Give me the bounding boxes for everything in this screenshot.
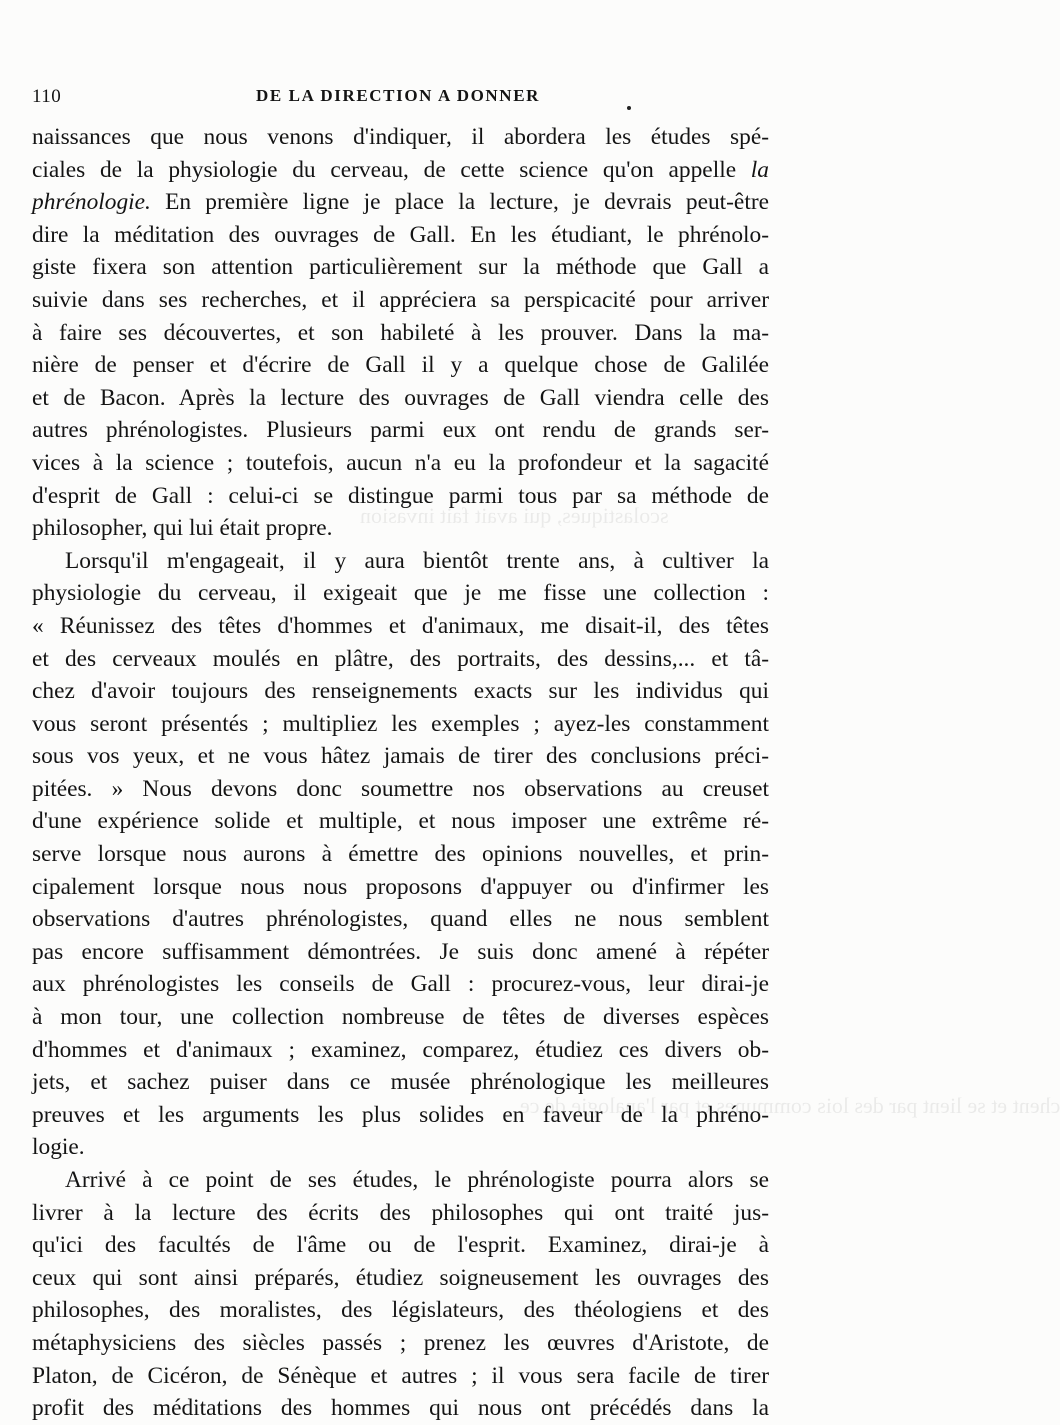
text-line: [32, 186, 769, 219]
text-line: qu'ici des facultés de l'âme ou de l'esprit. Examinez, dirai-je à: [32, 1232, 769, 1259]
italic-term: la: [750, 156, 769, 183]
text-line: autres phrénologistes. Plusieurs parmi eux ont rendu de grands ser-: [32, 417, 769, 444]
text-line: jets, et sachez puiser dans ce musée phrénologique les meilleures: [32, 1069, 769, 1096]
page-header: [32, 80, 768, 110]
text-line: philosophes, des moralistes, des législateurs, des théologiens et des: [32, 1297, 769, 1324]
text-line: et des cerveaux moulés en plâtre, des portraits, des dessins,... et tâ-: [32, 645, 769, 672]
text-line: serve lorsque nous aurons à émettre des opinions nouvelles, et prin-: [32, 841, 769, 868]
body-text: [32, 121, 769, 1425]
text-line-segment: En première ligne je place la lecture, je devrais peut-être: [150, 189, 769, 216]
paragraph-end-line: logie.: [32, 1134, 85, 1161]
text-line: Platon, de Cicéron, de Sénèque et autres ; il vous sera facile de tirer: [32, 1362, 769, 1389]
text-line: nière de penser et d'écrire de Gall il y a quelque chose de Galilée: [32, 352, 769, 379]
text-line: giste fixera son attention particulièrement sur la méthode que Gall a: [32, 254, 769, 281]
show-through-text-2: chent et se lient par des lois communes et par l'analogie de ce: [520, 1093, 1060, 1118]
text-line: suivie dans ses recherches, et il appréciera sa perspicacité pour arriver: [32, 286, 769, 313]
text-line: cipalement lorsque nous nous proposons d'appuyer ou d'infirmer les: [32, 873, 769, 900]
text-line: « Réunissez des têtes d'hommes et d'animaux, me disait-il, des têtes: [32, 612, 769, 639]
paragraph-start-line: Lorsqu'il m'engageait, il y aura bientôt trente ans, à cultiver la: [65, 547, 769, 574]
text-line: d'hommes et d'animaux ; examinez, comparez, étudiez ces divers ob-: [32, 1036, 769, 1063]
text-line: aux phrénologistes les conseils de Gall : procurez-vous, leur dirai-je: [32, 971, 769, 998]
text-line: à mon tour, une collection nombreuse de têtes de diverses espèces: [32, 1004, 769, 1031]
page-number: 110: [32, 86, 62, 107]
text-line: naissances que nous venons d'indiquer, il abordera les études spé-: [32, 124, 769, 150]
text-line: vous seront présentés ; multipliez les exemples ; ayez-les constamment: [32, 710, 769, 737]
text-line: métaphysiciens des siècles passés ; prenez les œuvres d'Aristote, de: [32, 1329, 769, 1356]
paragraph-start-line: Arrivé à ce point de ses études, le phrénologiste pourra alors se: [65, 1167, 769, 1193]
text-line: [32, 154, 769, 187]
text-line: chez d'avoir toujours des renseignements exacts sur les individus qui: [32, 678, 769, 705]
text-line: livrer à la lecture des écrits des philosophes qui ont traité jus-: [32, 1199, 769, 1226]
text-line: vices à la science ; toutefois, aucun n'a eu la profondeur et la sagacité: [32, 449, 769, 476]
running-head: DE LA DIRECTION A DONNER: [256, 86, 541, 105]
text-line: d'une expérience solide et multiple, et nous imposer une extrême ré-: [32, 808, 769, 835]
text-line: pitées. » Nous devons donc soumettre nos observations au creuset: [32, 775, 769, 802]
text-line: et de Bacon. Après la lecture des ouvrages de Gall viendra celle des: [32, 384, 769, 411]
paragraph-end-line: philosopher, qui lui était propre.: [32, 515, 333, 542]
text-line-segment: ciales de la physiologie du cerveau, de cette science qu'on appelle: [32, 156, 751, 183]
text-line: pas encore suffisamment démontrées. Je suis donc amené à répéter: [32, 938, 769, 965]
text-line: ceux qui sont ainsi préparés, étudiez soigneusement les ouvrages des: [32, 1264, 769, 1291]
text-line: sous vos yeux, et ne vous hâtez jamais de tirer des conclusions préci-: [32, 743, 769, 770]
text-line: preuves et les arguments les plus solides en faveur de la phréno-: [32, 1101, 769, 1128]
print-speck: [627, 106, 631, 110]
text-line: d'esprit de Gall : celui-ci se distingue parmi tous par sa méthode de: [32, 482, 769, 509]
text-line: dire la méditation des ouvrages de Gall. En les étudiant, le phrénolo-: [32, 221, 769, 248]
text-line: physiologie du cerveau, il exigeait que je me fisse une collection :: [32, 580, 769, 607]
show-through-text-1: scolastiques, qui avait fait invasion: [360, 503, 669, 528]
text-line: profit des méditations des hommes qui nous ont précédés dans la: [32, 1395, 769, 1422]
text-line: à faire ses découvertes, et son habileté à les prouver. Dans la ma-: [32, 319, 769, 346]
italic-term: phrénologie.: [32, 189, 151, 216]
text-line: observations d'autres phrénologistes, quand elles ne nous semblent: [32, 906, 769, 933]
